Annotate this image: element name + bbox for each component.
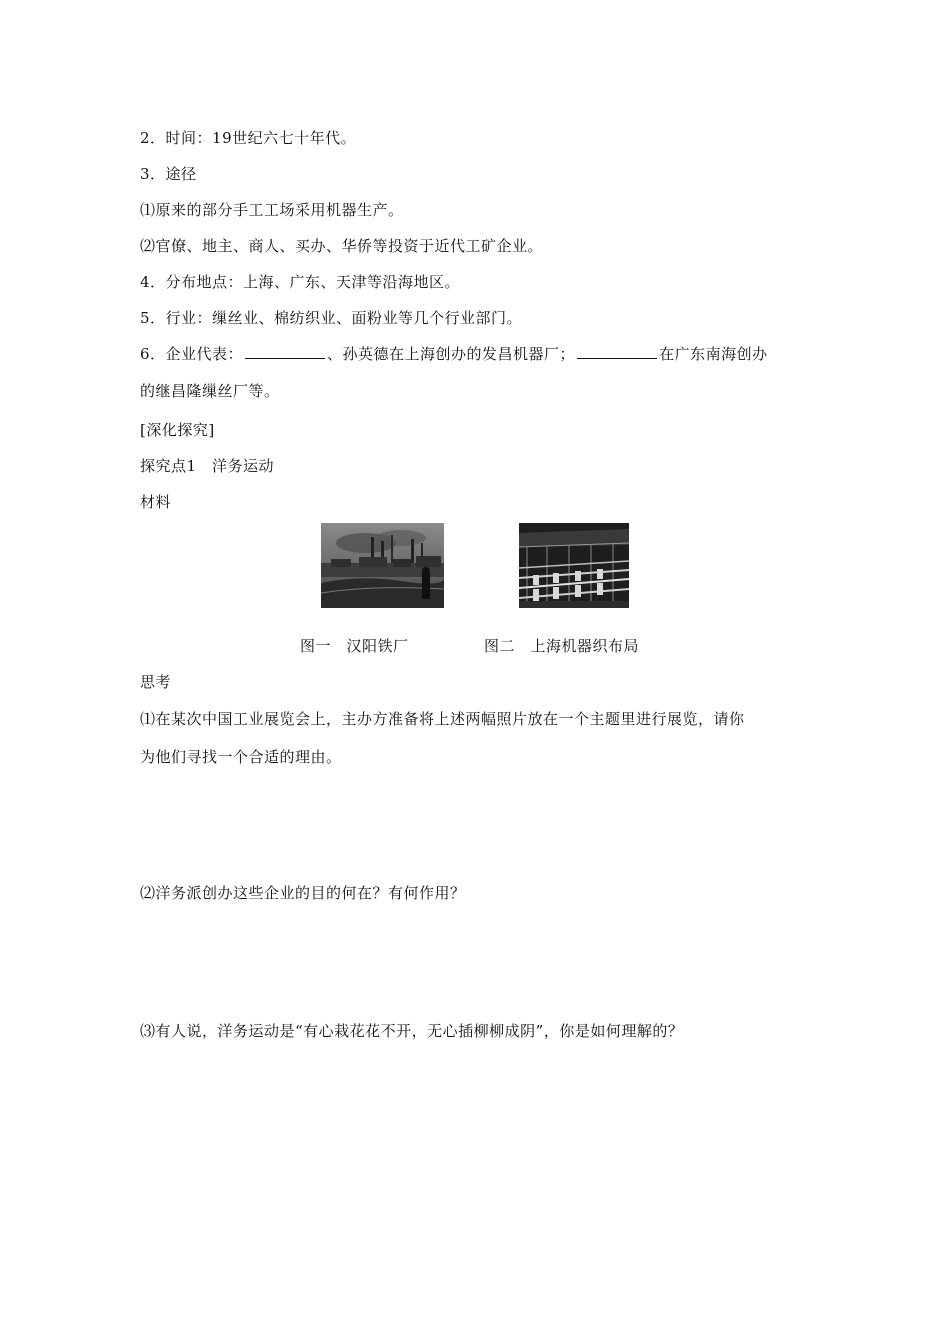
rep-middle: 、孙英德在上海创办的发昌机器厂； — [327, 345, 576, 363]
text-industry: 5．行业：缫丝业、棉纺织业、面粉业等几个行业部门。 — [140, 309, 523, 327]
question-3: ⑶有人说，洋务运动是“有心栽花花不开，无心插柳柳成阴”，你是如何理解的？ — [140, 1022, 684, 1040]
question-2: ⑵洋务派创办这些企业的目的何在？有何作用？ — [140, 884, 466, 902]
text-time: 2．时间：19世纪六七十年代。 — [140, 129, 357, 147]
figure-1-caption: 图一 汉阳铁厂 — [300, 637, 409, 655]
section-heading: [深化探究] — [140, 421, 215, 439]
hanyang-ironworks-photo — [321, 523, 444, 608]
figure-2-caption: 图二 上海机器织布局 — [484, 637, 640, 655]
text-route-2: ⑵官僚、地主、商人、买办、华侨等投资于近代工矿企业。 — [140, 237, 544, 255]
shanghai-textile-mill-photo — [519, 523, 629, 608]
text-representatives-cont: 的继昌隆缫丝厂等。 — [140, 382, 280, 400]
fill-blank-1[interactable] — [245, 344, 325, 359]
fill-blank-2[interactable] — [577, 344, 657, 359]
question-1-line-1: ⑴在某次中国工业展览会上，主办方准备将上述两幅照片放在一个主题里进行展览，请你 — [140, 710, 745, 728]
inquiry-point: 探究点1 洋务运动 — [140, 457, 275, 475]
text-location: 4．分布地点：上海、广东、天津等沿海地区。 — [140, 273, 461, 291]
rep-prefix: 6．企业代表： — [140, 345, 244, 363]
text-route-1: ⑴原来的部分手工工场采用机器生产。 — [140, 201, 404, 219]
text-route-heading: 3．途径 — [140, 165, 197, 183]
material-label: 材料 — [140, 493, 172, 511]
text-representatives — [140, 344, 768, 364]
think-label: 思考 — [140, 673, 172, 691]
rep-suffix: 在广东南海创办 — [659, 345, 768, 363]
question-1-line-2: 为他们寻找一个合适的理由。 — [140, 748, 342, 766]
